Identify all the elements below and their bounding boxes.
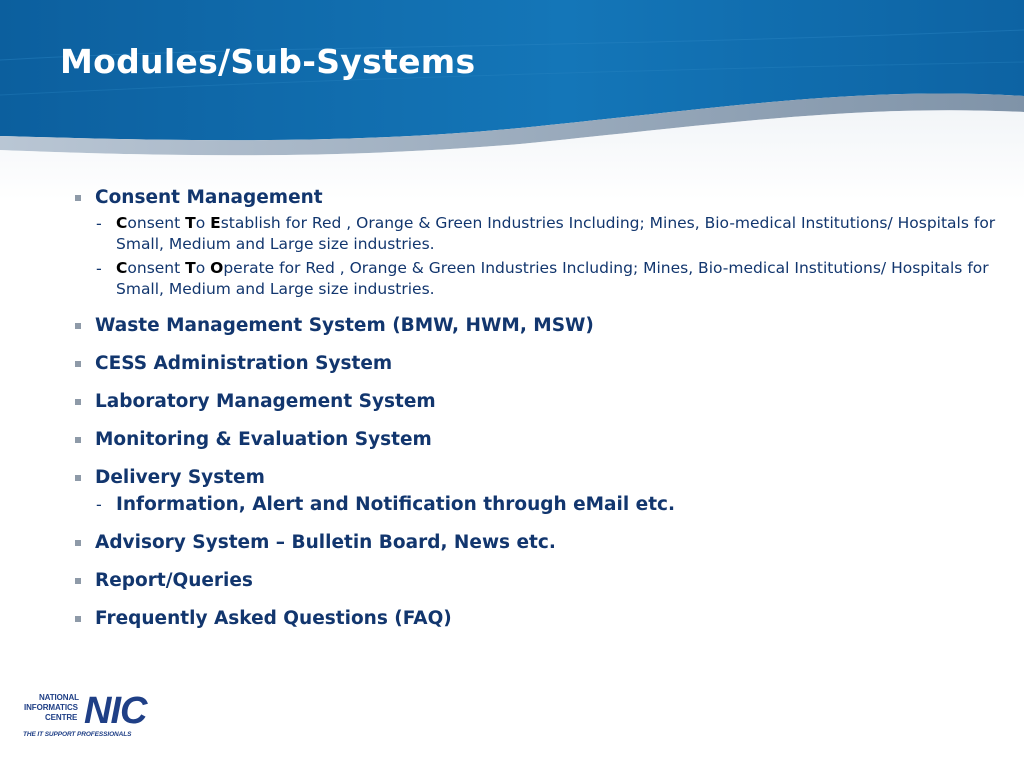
bullet-square-icon — [75, 437, 81, 443]
dash-icon: - — [96, 495, 102, 514]
bullet-item — [72, 607, 1002, 631]
slide-title: Modules/Sub-Systems — [60, 42, 476, 81]
bullet-label: Advisory System – Bulletin Board, News etc. — [95, 532, 556, 553]
bullet-label: Report/Queries — [95, 570, 253, 591]
acronym-letter: T — [185, 259, 196, 277]
logo-line-1: NATIONAL — [39, 693, 79, 702]
sub-item — [95, 258, 1002, 300]
bullet-item — [72, 352, 1002, 376]
bullet-label: Delivery System — [95, 467, 265, 488]
bullet-item — [72, 390, 1002, 414]
bullet-item — [72, 531, 1002, 555]
bullet-item — [72, 186, 1002, 300]
logo-line-3: CENTRE — [45, 713, 78, 722]
sub-list — [95, 493, 1002, 517]
bullet-label: Consent Management — [95, 187, 323, 208]
sub-text-part: stablish for Red , Orange & Green Industries Including; Mines, Bio-medical Institutions/ Hospitals for Small, Medium and Large size industries. — [116, 214, 996, 253]
bullet-square-icon — [75, 540, 81, 546]
sub-text-part: perate for Red , Orange & Green Industries Including; Mines, Bio-medical Institutions/ Hospitals for Small, Medium and Large size industries. — [116, 259, 989, 298]
dash-icon: - — [96, 259, 102, 278]
nic-logo — [21, 690, 145, 742]
acronym-letter: E — [210, 214, 221, 232]
bullet-label: Waste Management System (BMW, HWM, MSW) — [95, 315, 594, 336]
sub-item-text — [116, 258, 1002, 300]
logo-line-2: INFORMATICS — [24, 703, 78, 712]
bullet-label: CESS Administration System — [95, 353, 393, 374]
sub-item-label: Information, Alert and Notification through eMail etc. — [116, 494, 676, 515]
bullet-square-icon — [75, 616, 81, 622]
sub-text-part: onsent — [127, 259, 186, 277]
header-band — [0, 0, 1024, 200]
sub-list — [95, 213, 1002, 300]
module-list — [72, 186, 1002, 645]
bullet-square-icon — [75, 195, 81, 201]
sub-text-part: o — [195, 259, 211, 277]
sub-text-part: onsent — [127, 214, 186, 232]
bullet-item — [72, 569, 1002, 593]
acronym-letter: O — [210, 259, 224, 277]
bullet-item — [72, 466, 1002, 517]
bullet-label: Laboratory Management System — [95, 391, 436, 412]
dash-icon: - — [96, 214, 102, 233]
bullet-square-icon — [75, 399, 81, 405]
acronym-letter: C — [116, 214, 128, 232]
bullet-label: Monitoring & Evaluation System — [95, 429, 432, 450]
bullet-item — [72, 314, 1002, 338]
bullet-square-icon — [75, 475, 81, 481]
sub-item-text — [116, 213, 1002, 255]
acronym-letter: C — [116, 259, 128, 277]
bullet-square-icon — [75, 578, 81, 584]
sub-text-part: o — [195, 214, 211, 232]
sub-item — [95, 213, 1002, 255]
logo-mark: NIC — [84, 690, 147, 732]
sub-item — [95, 493, 1002, 517]
acronym-letter: T — [185, 214, 196, 232]
bullet-square-icon — [75, 361, 81, 367]
logo-tagline: THE IT SUPPORT PROFESSIONALS — [23, 731, 132, 738]
bullet-item — [72, 428, 1002, 452]
bullet-square-icon — [75, 323, 81, 329]
bullet-label: Frequently Asked Questions (FAQ) — [95, 608, 452, 629]
